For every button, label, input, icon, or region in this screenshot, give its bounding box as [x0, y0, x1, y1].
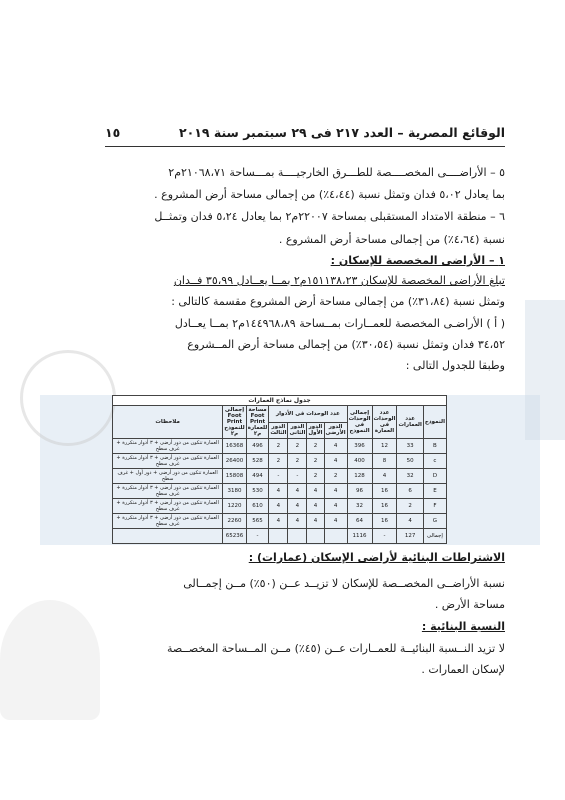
cell-third: 4	[269, 499, 288, 514]
cell-ground: 2	[324, 469, 347, 484]
cell-second: 4	[288, 499, 307, 514]
header-buildings: عدد العمارات	[397, 406, 423, 439]
paragraph-line: ٣٤،٥٢ فدان وتمثل نسبة (٣٠،٥٤٪) من إجمالى مساحة أرض المــشروع	[187, 338, 505, 351]
cell-footprint: 528	[246, 454, 269, 469]
cell-note: العمارة تتكون من دور أرضى + دور أول + غرف سطح	[113, 469, 223, 484]
header-model: النموذج	[423, 406, 446, 439]
header-first: الدور الأول	[307, 422, 324, 439]
cell-note: العمارة تتكون من دور أرضى + ٣ أدوار متكررة + غرف سطح	[113, 454, 223, 469]
paragraph-line: وطبقا للجدول التالى :	[405, 359, 505, 372]
cell-footprint-total: 1220	[223, 499, 246, 514]
cell-model: D	[423, 469, 446, 484]
cell-units: 16	[372, 514, 397, 529]
paragraph-line: ٥ – الأراضــــى المخصــــصة للطـــرق الخارجيــــة بمـــساحة ٢١٠٦٨،٧١م٢	[168, 166, 505, 179]
cell-ground	[324, 529, 347, 544]
table-row	[113, 514, 447, 529]
page-header	[105, 125, 505, 145]
cell-third: 4	[269, 484, 288, 499]
cell-units: 16	[372, 484, 397, 499]
paragraph-line: ٦ – منطقة الامتداد المستقبلى بمساحة ٢٢٠٠٧م٢ بما يعادل ٥،٢٤ فدان وتمثــل	[154, 210, 505, 223]
cell-footprint-total: 15808	[223, 469, 246, 484]
cell-model: F	[423, 499, 446, 514]
watermark-right-edge	[525, 300, 565, 440]
header-third: الدور الثالث	[269, 422, 288, 439]
cell-model: E	[423, 484, 446, 499]
paragraph-line: نسبة الأراضــى المخصــصة للإسكان لا تزيــد عــن (٥٠٪) مــن إجمــالى	[183, 577, 505, 590]
cell-model: B	[423, 439, 446, 454]
cell-footprint-total: 65236	[223, 529, 246, 544]
header-rule	[105, 146, 505, 147]
cell-footprint: 530	[246, 484, 269, 499]
table-title: جدول نماذج العمارات	[112, 395, 447, 405]
cell-third	[269, 529, 288, 544]
cell-footprint: 496	[246, 439, 269, 454]
cell-ground: 4	[324, 454, 347, 469]
cell-first: 4	[307, 499, 324, 514]
cell-first: 2	[307, 454, 324, 469]
paragraph-line: لا تزيد النــسبة البنائيــة للعمــارات عــن (٤٥٪) مــن المــساحة المخصــصة	[167, 642, 505, 655]
cell-total-label: إجمالى	[423, 529, 446, 544]
section-heading: ١ – الأراضى المخصصة للإسكان :	[330, 254, 505, 267]
header-footprint-building: مساحة Foot Print للعمارة م٢	[247, 407, 268, 437]
paragraph-line: مساحة الأرض .	[434, 598, 505, 611]
table-row	[113, 439, 447, 454]
cell-first: 4	[307, 514, 324, 529]
header-units-per-model: إجمالى الوحدات فى النموذج	[347, 406, 372, 439]
cell-first: 2	[307, 469, 324, 484]
cell-second: 4	[288, 514, 307, 529]
section-heading: الاشتراطات البنائية لأراضى الإسكان (عمارات) :	[248, 551, 505, 564]
paragraph-line: تبلغ الأراضى المخصصة للإسكان ١٥١١٣٨،٢٣م٢ بمــا يعــادل ٣٥،٩٩ فــدان	[173, 274, 505, 287]
cell-third: -	[269, 469, 288, 484]
cell-second: 2	[288, 454, 307, 469]
cell-footprint-total: 3180	[223, 484, 246, 499]
cell-ground: 4	[324, 439, 347, 454]
watermark-seal	[0, 600, 100, 720]
paragraph-line: بما يعادل ٥،٠٢ فدان وتمثل نسبة (٤،٤٤٪) من إجمالى مساحة أرض المشروع .	[154, 188, 505, 201]
cell-buildings: 4	[397, 514, 423, 529]
cell-ground: 4	[324, 499, 347, 514]
cell-buildings: 6	[397, 484, 423, 499]
paragraph-line: لإسكان العمارات .	[421, 663, 505, 676]
page-number: ١٥	[105, 125, 121, 140]
cell-first: 2	[307, 439, 324, 454]
paragraph-line: نسبة (٤،٦٤٪) من إجمالى مساحة أرض المشروع .	[278, 233, 505, 246]
cell-buildings: 32	[397, 469, 423, 484]
cell-buildings: 50	[397, 454, 423, 469]
buildings-table	[112, 395, 447, 544]
table-total-row	[113, 529, 447, 544]
paragraph-line: وتمثل نسبة (٣١،٨٤٪) من إجمالى مساحة أرض المشروع مقسمة كالتالى :	[171, 295, 505, 308]
table-row	[113, 484, 447, 499]
section-heading: النسبة البنائية :	[421, 620, 505, 633]
cell-total-units: 1116	[347, 529, 372, 544]
cell-third: 2	[269, 454, 288, 469]
cell-footprint: 565	[246, 514, 269, 529]
cell-ground: 4	[324, 484, 347, 499]
cell-model: c	[423, 454, 446, 469]
cell-second	[288, 529, 307, 544]
header-ground: الدور الأرضى	[324, 422, 347, 439]
cell-footprint-total: 16368	[223, 439, 246, 454]
gazette-title: الوقائع المصرية – العدد ٢١٧ فى ٢٩ سبتمبر سنة ٢٠١٩	[178, 125, 505, 140]
cell-first: 4	[307, 484, 324, 499]
cell-total-units: 128	[347, 469, 372, 484]
paragraph-line: ( أ ) الأراضـى المخصصة للعمــارات بمــساحة ١٤٤٩٦٨،٨٩م٢ بمــا يعــادل	[174, 317, 505, 330]
cell-second: 4	[288, 484, 307, 499]
cell-total-units: 96	[347, 484, 372, 499]
cell-buildings: 2	[397, 499, 423, 514]
table-row	[113, 469, 447, 484]
cell-note: العمارة تتكون من دور أرضى + ٣ أدوار متكررة + غرف سطح	[113, 499, 223, 514]
cell-first	[307, 529, 324, 544]
cell-note: العمارة تتكون من دور أرضى + ٣ أدوار متكررة + غرف سطح	[113, 439, 223, 454]
header-units-per-floor: عدد الوحدات فى الأدوار	[269, 406, 347, 423]
cell-third: 4	[269, 514, 288, 529]
cell-buildings: 127	[397, 529, 423, 544]
cell-second: 2	[288, 439, 307, 454]
cell-footprint: 494	[246, 469, 269, 484]
header-second: الدور الثانى	[288, 422, 307, 439]
table-row	[113, 499, 447, 514]
cell-total-units: 396	[347, 439, 372, 454]
cell-buildings: 33	[397, 439, 423, 454]
header-units-per-building: عدد الوحدات فى العمارة	[372, 406, 397, 439]
cell-units: 4	[372, 469, 397, 484]
cell-total-units: 32	[347, 499, 372, 514]
cell-footprint: -	[246, 529, 269, 544]
header-notes: ملاحظات	[113, 406, 223, 439]
header-footprint-model: إجمالى Foot Print للنموذج م٢	[224, 407, 245, 437]
cell-footprint-total: 26400	[223, 454, 246, 469]
table-row	[113, 454, 447, 469]
cell-note	[113, 529, 223, 544]
cell-footprint-total: 2260	[223, 514, 246, 529]
cell-total-units: 64	[347, 514, 372, 529]
cell-model: G	[423, 514, 446, 529]
cell-ground: 4	[324, 514, 347, 529]
cell-note: العمارة تتكون من دور أرضى + ٣ أدوار متكررة + غرف سطح	[113, 484, 223, 499]
cell-units: -	[372, 529, 397, 544]
cell-note: العمارة تتكون من دور أرضى + ٣ أدوار متكررة + غرف سطح	[113, 514, 223, 529]
cell-second: -	[288, 469, 307, 484]
cell-footprint: 610	[246, 499, 269, 514]
cell-units: 12	[372, 439, 397, 454]
cell-units: 8	[372, 454, 397, 469]
cell-total-units: 400	[347, 454, 372, 469]
cell-units: 16	[372, 499, 397, 514]
cell-third: 2	[269, 439, 288, 454]
